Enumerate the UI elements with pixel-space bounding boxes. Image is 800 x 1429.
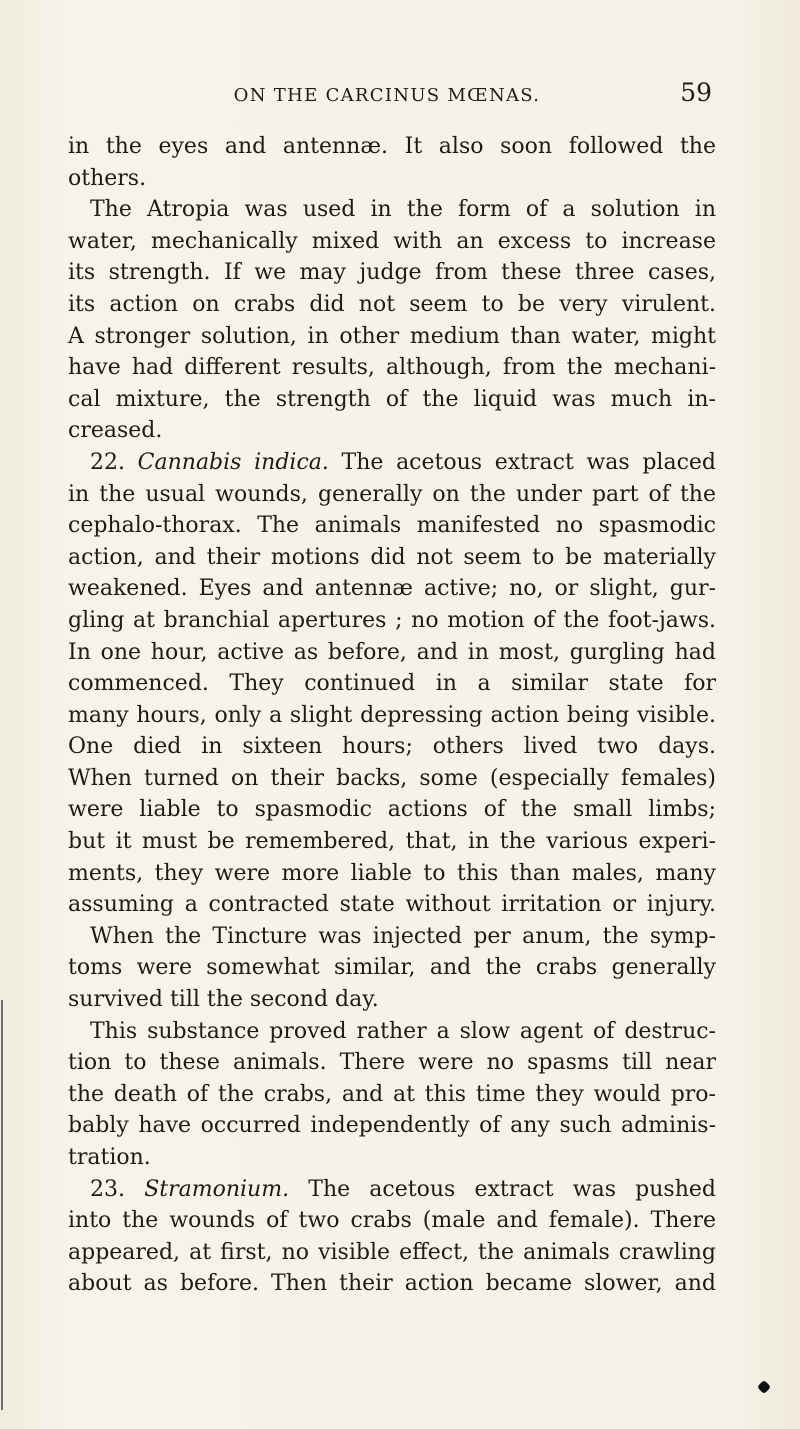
text-line: have had different results, although, from the mechani- [68,355,716,381]
text-line: into the wounds of two crabs (male and female). There [68,1208,716,1234]
section-heading-line [68,1174,716,1206]
text-line: water, mechanically mixed with an excess to increase [68,228,716,254]
text-line: When turned on their backs, some (especially females) [68,765,716,791]
text-line: about as before. Then their action became slower, and [68,1271,716,1297]
text-line: others. [68,165,147,191]
section-title: Stramonium. [144,1176,290,1202]
text-line: cal mixture, the strength of the liquid was much in- [68,386,716,412]
text-line: action, and their motions did not seem to be materially [68,544,716,570]
text-line: One died in sixteen hours; others lived two days. [68,734,716,760]
text-line: in the usual wounds, generally on the under part of the [68,481,716,507]
running-title: ON THE CARCINUS MŒNAS. [233,85,541,106]
text-line: A stronger solution, in other medium than water, might [68,323,716,349]
section-intro-text: The acetous extract was pushed [289,1176,716,1202]
section-number: 22. [90,449,125,475]
text-line: commenced. They continued in a similar state for [68,671,716,697]
text-line: the death of the crabs, and at this time they would pro- [68,1081,716,1107]
section-title: Cannabis indica. [137,449,329,475]
text-line: ments, they were more liable to this than males, many [68,860,716,886]
body-text [68,131,716,1300]
text-line: assuming a contracted state without irritation or injury. [68,892,716,918]
section-heading-line [68,447,716,479]
page-number: 59 [680,78,712,107]
text-line: were liable to spasmodic actions of the small limbs; [68,797,716,823]
section-number: 23. [90,1176,125,1202]
page-header [62,78,712,114]
text-line: its action on crabs did not seem to be very virulent. [68,291,716,317]
paragraph-start-line: When the Tincture was injected per anum, the symp- [90,923,716,949]
text-line: but it must be remembered, that, in the various experi- [68,829,716,855]
paragraph-start-line: This substance proved rather a slow agent of destruc- [90,1018,716,1044]
text-line: toms were somewhat similar, and the crabs generally [68,955,716,981]
text-line: bably have occurred independently of any such adminis- [68,1113,716,1139]
ink-mark [757,1380,771,1394]
text-line: tration. [68,1145,151,1170]
text-line: tion to these animals. There were no spasms till near [68,1050,716,1076]
text-line: gling at branchial apertures ; no motion of the foot-jaws. [68,607,716,633]
text-line: survived till the second day. [68,987,379,1013]
section-intro-text: The acetous extract was placed [328,449,716,475]
text-line: in the eyes and antennæ. It also soon followed the [68,134,716,159]
text-line: its strength. If we may judge from these three cases, [68,260,716,286]
left-margin-rule [1,1000,3,1410]
text-line: weakened. Eyes and antennæ active; no, or slight, gur- [68,576,716,602]
text-line: In one hour, active as before, and in most, gurgling had [68,639,716,665]
text-line: many hours, only a slight depressing action being visible. [68,702,716,728]
paragraph-start-line: The Atropia was used in the form of a solution in [90,197,716,223]
text-line: creased. [68,418,163,444]
text-line: cephalo-thorax. The animals manifested no spasmodic [68,513,716,539]
text-line: appeared, at first, no visible effect, the animals crawling [68,1239,716,1265]
